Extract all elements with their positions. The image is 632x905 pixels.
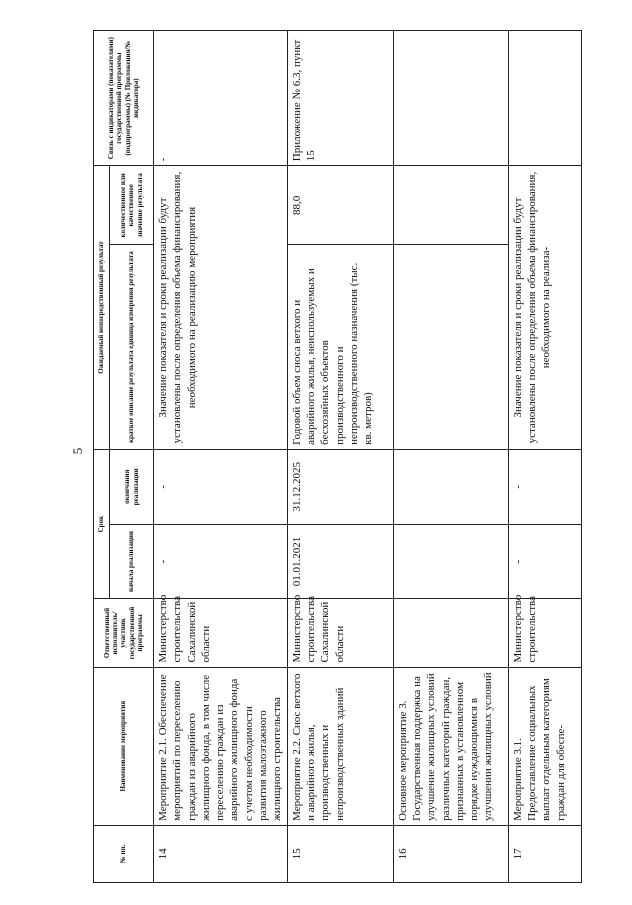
- measures-table: [93, 30, 582, 883]
- row-responsible: [393, 599, 508, 667]
- header-name: Наименование мероприятия: [94, 667, 154, 825]
- row-end: -: [508, 449, 581, 524]
- row-name: Основное мероприятие 3. Государственная поддержка на улучшение жилищных условий различных категорий граждан, признанных в установленном порядке нуждающимися в улучшении жилищных условий: [393, 667, 508, 825]
- row-link: -: [154, 31, 288, 166]
- row-end: [393, 449, 508, 524]
- header-end: окончания реализации: [110, 449, 154, 524]
- header-link: Связь с индикаторами (показателями) государственной программы (подпрограммы) (№ Приложения/№ индикатора): [94, 31, 154, 166]
- row-start: [393, 524, 508, 599]
- row-link: [508, 31, 581, 166]
- row-brief: [393, 245, 508, 449]
- row-num: 14: [154, 825, 288, 882]
- table-row: [154, 31, 288, 883]
- header-responsible: Ответственный исполнитель/участник государственной программы: [94, 599, 154, 667]
- table-row: [508, 31, 581, 883]
- header-expected: Ожидаемый непосредственный результат: [94, 166, 110, 450]
- table-row: [287, 31, 393, 883]
- row-value: 88,0: [287, 166, 393, 245]
- page-number: 5: [70, 447, 85, 455]
- row-name: Мероприятие 2.1. Обеспечение мероприятий по переселению граждан из аварийного жилищного фонда, в том числе переселению граждан из аварийного жилищного фонда с учетом необходимости развития малоэтажного жилищного строительства: [154, 667, 288, 825]
- header-term: Срок: [94, 449, 110, 599]
- header-brief: краткое описание результата единица измерения результата: [110, 245, 154, 449]
- row-brief: Годовой объем сноса ветхого и аварийного жилья, неиспользуемых и бесхозяйных объектов производственного и непроизводственного назначения (тыс. кв. метров): [287, 245, 393, 449]
- row-start: -: [508, 524, 581, 599]
- row-responsible: Министерство строительства Сахалинской области: [154, 599, 288, 667]
- header-num: № пп.: [94, 825, 154, 882]
- row-result: Значение показателя и сроки реализации будут установлены после определения объема финансирования, необходимого на реализа-: [508, 166, 581, 450]
- header-start: начала реализации: [110, 524, 154, 599]
- measures-table-sheet: [93, 30, 578, 883]
- row-num: 16: [393, 825, 508, 882]
- header-value: количественное или качественное значение результата: [110, 166, 154, 245]
- row-name: Мероприятие 2.2. Снос ветхого и аварийного жилья, производственных и непроизводственных зданий: [287, 667, 393, 825]
- row-end: 31.12.2025: [287, 449, 393, 524]
- row-num: 17: [508, 825, 581, 882]
- row-value: [393, 166, 508, 245]
- row-end: -: [154, 449, 288, 524]
- row-result: Значение показателя и сроки реализации будут установлены после определения объема финансирования, необходимого на реализацию мероприятия: [154, 166, 288, 450]
- row-link: [393, 31, 508, 166]
- row-start: -: [154, 524, 288, 599]
- row-responsible: Министерство строительства: [508, 599, 581, 667]
- row-name: Мероприятие 3.1. Предоставление социальных выплат отдельным категориям граждан для обеспе-: [508, 667, 581, 825]
- row-link: Приложение № 6.3, пункт 15: [287, 31, 393, 166]
- row-start: 01.01.2021: [287, 524, 393, 599]
- table-row: [393, 31, 508, 883]
- row-num: 15: [287, 825, 393, 882]
- row-responsible: Министерство строительства Сахалинской области: [287, 599, 393, 667]
